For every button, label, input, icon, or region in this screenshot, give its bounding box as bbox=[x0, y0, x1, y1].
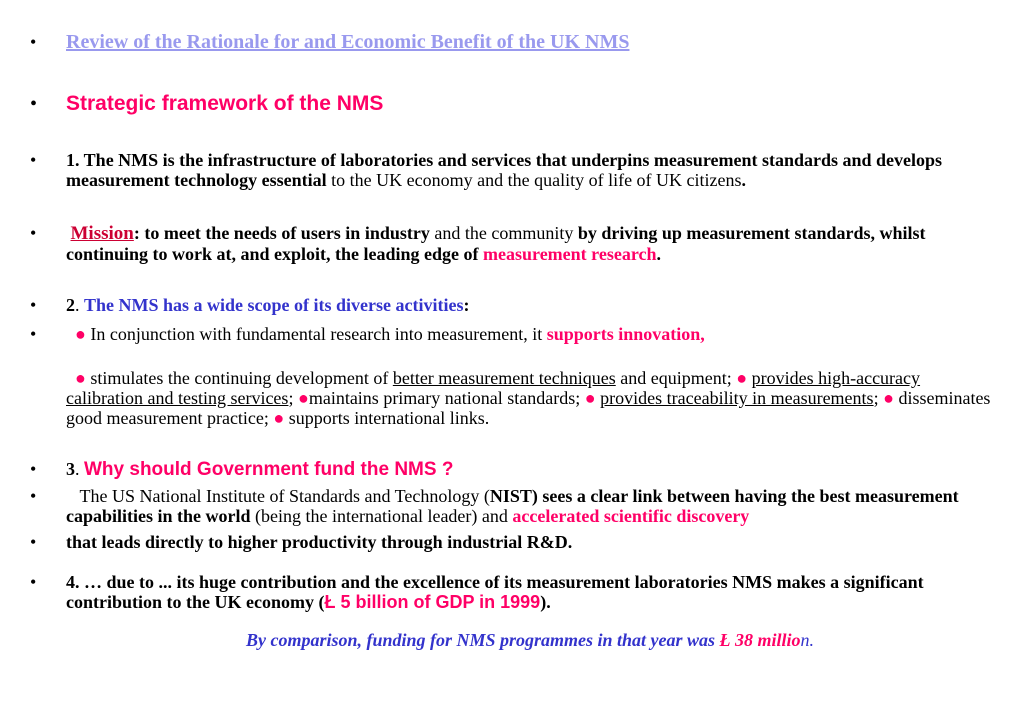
point-2b-text: ● stimulates the continuing development of better measurement techniques and equipment; ● provides high-accuracy calibration and testing services; ●maintains primary national standards; ● provides traceability in measurements; ● disseminates good measurement practice; ● supports international links. bbox=[66, 368, 991, 428]
strategic-framework-heading: Strategic framework of the NMS bbox=[66, 92, 384, 115]
bullet: • bbox=[30, 486, 37, 506]
review-rationale-link[interactable]: Review of the Rationale for and Economic Benefit of the UK NMS bbox=[66, 31, 630, 53]
point-3a-text: The US National Institute of Standards and Technology (NIST) sees a clear link between having the best measurement capabilities in the world (being the international leader) and accelerated scientific discovery bbox=[66, 486, 964, 526]
bullet: • bbox=[30, 572, 37, 592]
point-1-text: 1. The NMS is the infrastructure of laboratories and services that underpins measurement standards and develops measurement technology essential to the UK economy and the quality of life of UK citizens. bbox=[66, 150, 943, 190]
bullet: • bbox=[30, 532, 37, 552]
funding-amount: Ł 38 millio bbox=[719, 630, 801, 650]
bullet: • bbox=[30, 295, 37, 315]
bullet: • bbox=[30, 459, 37, 479]
point-3-text: 3. Why should Government fund the NMS ? bbox=[66, 459, 454, 480]
bullet: • bbox=[30, 32, 37, 52]
point-2-text: 2. The NMS has a wide scope of its diverse activities: bbox=[66, 295, 470, 315]
bullet: • bbox=[30, 223, 37, 243]
mission-label: Mission bbox=[70, 223, 134, 244]
bullet: • bbox=[30, 150, 37, 170]
point-3b-text: that leads directly to higher productivity through industrial R&D. bbox=[66, 532, 573, 552]
point-2a-text: ● In conjunction with fundamental research into measurement, it supports innovation, bbox=[75, 324, 705, 344]
bullet: • bbox=[30, 93, 38, 115]
closing-statement: By comparison, funding for NMS programmes in that year was Ł 38 million. bbox=[245, 630, 815, 650]
mission-text: Mission: to meet the needs of users in industry and the community by driving up measurement standards, whilst continuing to work at, and exploit, the leading edge of measurement research. bbox=[66, 223, 926, 264]
point-4-text: 4. … due to ... its huge contribution and the excellence of its measurement laboratories NMS makes a significant contribution to the UK economy (Ł 5 billion of GDP in 1999). bbox=[66, 572, 924, 612]
bullet: • bbox=[30, 324, 37, 344]
